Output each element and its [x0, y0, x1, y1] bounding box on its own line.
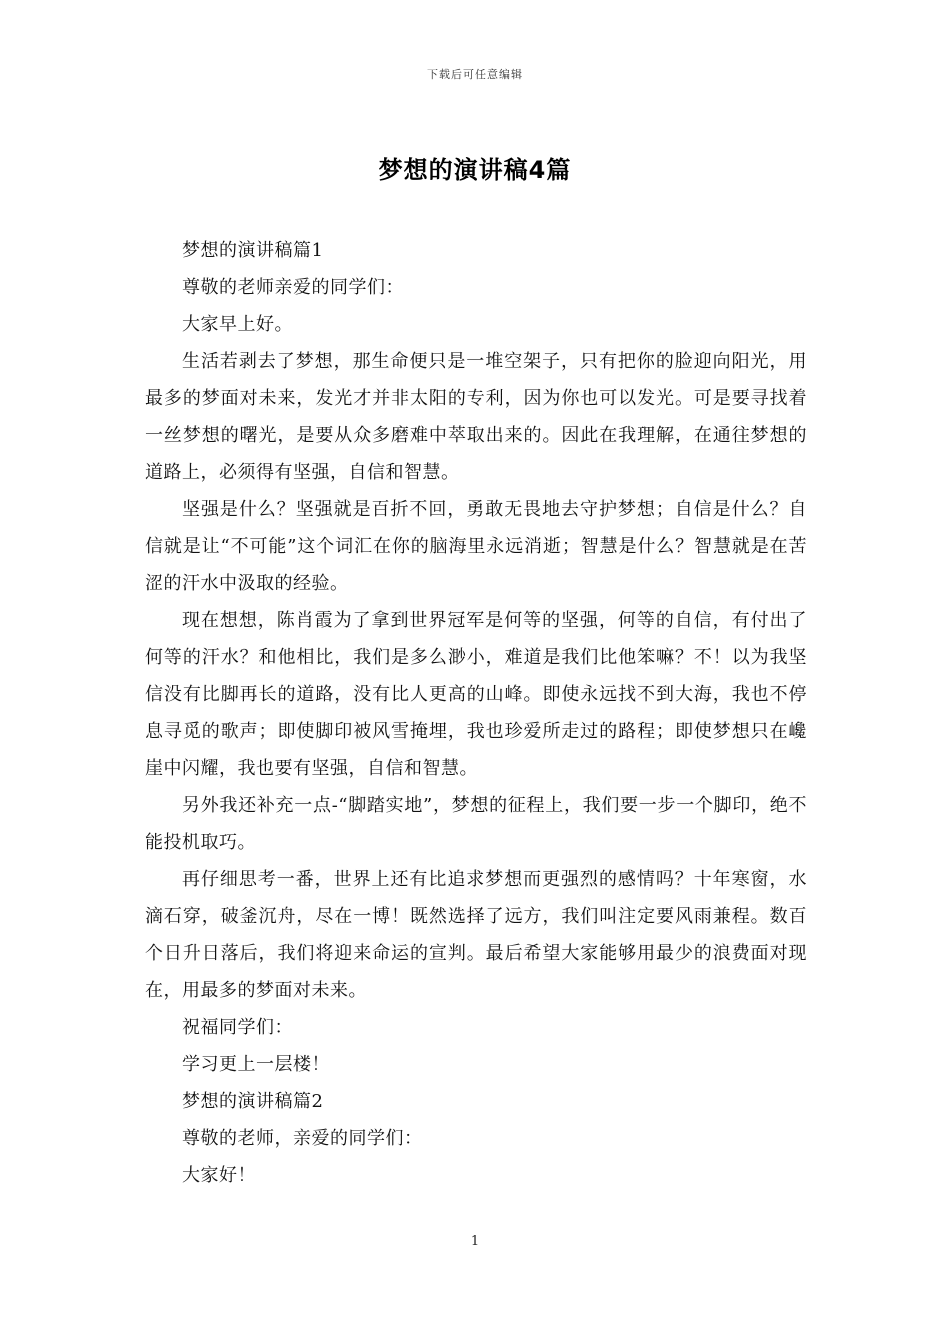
document-title: 梦想的演讲稿4篇	[378, 156, 572, 184]
section-heading: 梦想的演讲稿篇1	[182, 240, 324, 261]
body-paragraph: 另外我还补充一点-“脚踏实地”，梦想的征程上，我们要一步一个脚印，绝不能投机取巧。	[145, 795, 807, 853]
body-paragraph: 现在想想，陈肖霞为了拿到世界冠军是何等的坚强，何等的自信，有付出了何等的汗水？和他相比，我们是多么渺小，难道是我们比他笨嘛？不！以为我坚信没有比脚再长的道路，没有比人更高的山峰。即使永远找不到大海，我也不停息寻觅的歌声；即使脚印被风雪掩埋，我也珍爱所走过的路程；即使梦想只在巉崖中闪耀，我也要有坚强，自信和智慧。	[145, 610, 807, 779]
body-paragraph: 生活若剥去了梦想，那生命便只是一堆空架子，只有把你的脸迎向阳光，用最多的梦面对未来，发光才并非太阳的专利，因为你也可以发光。可是要寻找着一丝梦想的曙光，是要从众多磨难中萃取出来的。因此在我理解，在通往梦想的道路上，必须得有坚强，自信和智慧。	[145, 351, 807, 483]
header-note: 下载后可任意编辑	[427, 68, 523, 81]
closing-line: 学习更上一层楼！	[182, 1054, 330, 1075]
document-body	[145, 232, 807, 1194]
salutation: 尊敬的老师，亲爱的同学们：	[182, 1128, 423, 1149]
page-number: 1	[470, 1234, 480, 1249]
body-paragraph: 坚强是什么？坚强就是百折不回，勇敢无畏地去守护梦想；自信是什么？自信就是让“不可能”这个词汇在你的脑海里永远消逝；智慧是什么？智慧就是在苦涩的汗水中汲取的经验。	[145, 499, 807, 594]
greeting: 大家早上好。	[182, 314, 293, 335]
body-paragraph: 再仔细思考一番，世界上还有比追求梦想而更强烈的感情吗？十年寒窗，水滴石穿，破釜沉舟，尽在一博！既然选择了远方，我们叫注定要风雨兼程。数百个日升日落后，我们将迎来命运的宣判。最后希望大家能够用最少的浪费面对现在，用最多的梦面对未来。	[145, 869, 807, 1001]
salutation: 尊敬的老师亲爱的同学们：	[182, 277, 404, 298]
section-heading: 梦想的演讲稿篇2	[182, 1091, 324, 1112]
closing-line: 祝福同学们：	[182, 1017, 293, 1038]
greeting: 大家好！	[182, 1165, 256, 1186]
